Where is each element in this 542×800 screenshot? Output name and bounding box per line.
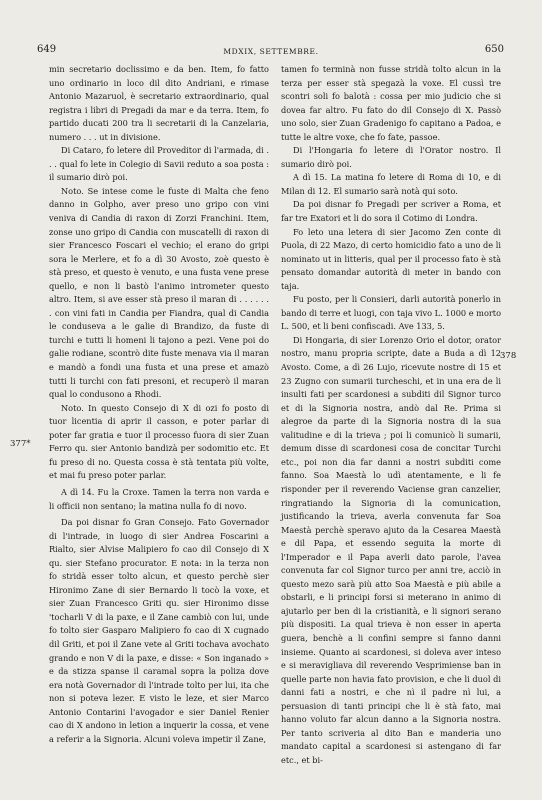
running-title: MDXIX, SETTEMBRE. bbox=[223, 47, 319, 56]
paragraph: Noto. Se intese come le fuste di Malta che feno danno in Golpho, aver preso uno gripo con vini veniva di Candia di raxon di Zorzi Franchini. Item, zonse uno gripo di Candia con muscatelli di raxon di sier Francesco Foscari el vechio; el erano do gripi sora le Merlere, et fo a dì 30 Avosto, zoè questo è stà preso, et questo è venuto, e una fusta vene prese quello, e non li bastò l'animo intrometer questo altro. Item, si ave esser stà preso il maran di . . . . . . . con vini fati in Candia per Fiandra, qual di Candia le conduseva a le galie di Brandizo, da fuste di turchi e tutti li homeni li tajono a pezi. Vene poi do galie rodiane, scontrò dite fuste menava via il maran e mandò a fondi una fusta et una prese et amazò tutti li turchi con fati presoni, et recuperò il maran qual lo condusono a Rhodi. bbox=[49, 185, 269, 400]
paragraph: A dì 14. Fu la Croxe. Tamen la terra non varda e li officii non sentano; la matina nulla fo di novo. bbox=[49, 486, 269, 511]
paragraph: Di Cataro, fo letere dil Proveditor di l'armada, di . . . qual fo lete in Colegio di Savii reduto a soa posta : il sumario dirò poi. bbox=[49, 145, 269, 183]
paragraph: min secretario doclissimo e da ben. Item, fo fatto uno ordinario in loco dil dito Andriani, e rimase Antonio Mazaruol, è secretario extraordinario, qual registra i libri di Pregadi da mar e da terra. Item, fo partido ducati 200 tra li secretarii di la Canzelaria, numero . . . ut in divisione. bbox=[49, 64, 269, 142]
left-column bbox=[49, 63, 269, 746]
paragraph: Da poi disnar fo Pregadi per scriver a Roma, et far tre Exatori et li do sora il Cotimo di Londra. bbox=[281, 199, 501, 224]
paragraph: Di l'Hongaria fo letere di l'Orator nostro. Il sumario dirò poi. bbox=[281, 145, 501, 169]
margin-number-right: 378 bbox=[500, 351, 517, 361]
paragraph: Fo leto una letera di sier Jacomo Zen conte di Puola, di 22 Mazo, di certo homicidio fato a uno de li nominato ut in litteris, qual per il processo fato è stà pensato domandar autorità di meter in bando con taja. bbox=[281, 226, 501, 291]
paragraph: Fu posto, per li Consieri, darli autorità ponerlo in bando di terre et luogi, con taja vivo L. 1000 e morto L. 500, et li beni confiscadi. Ave 133, 5. bbox=[281, 294, 502, 332]
right-column bbox=[281, 63, 501, 767]
page-number-left: 649 bbox=[37, 44, 57, 55]
paragraph: Noto. In questo Consejo di X di ozi fo posto di tuor licentia di aprir il casson, e poter parlar di poter far gratia e tuor il processo fuora di sier Zuan Ferro qu. sier Antonio bandizà per sodomitio etc. Et fu preso di no. Questa cossa è stà tentata più volte, et mai fu preso poter parlar. bbox=[49, 402, 269, 481]
paragraph: Da poi disnar fo Gran Consejo. Fato Governador di l'intrade, in luogo di sier Andrea Foscarini a Rialto, sier Alvise Malipiero fo cao dil Consejo di X qu. sier Stefano procurator. E nota: in la terza non fo stridà esser tolto alcun, et questo perchè sier Hironimo Zane di sier Bernardo li tocò la voxe, et sier Zuan Francesco Griti qu. sier Hironimo disse 'tocharli V di la paxe, e il Zane cambiò con lui, unde fo tolto sier Gasparo Malipiero fo cao di X cugnado dil Griti, et poi il Zane vete al Griti tochava avochato grando e non V di la paxe, e disse: « Son inganado » e da stizza spanse il caramal sopra la poliza dove era notà Governador di l'intrade tolto per lui, ita che non si poteva lezer. E visto le leze, et sier Marco Antonio Contarini l'avogador e sier Daniel Renier cao di X andono in letion a inquerir la cossa, et vene a referir a la Signoria. Alcuni voleva impetir il Zane, bbox=[49, 517, 269, 744]
page-number-right: 650 bbox=[484, 44, 504, 55]
paragraph: tamen fo terminà non fusse stridà tolto alcun in la terza per esser stà spegazà la voxe. El cussì tre scontri soli fo balotà : cossa per mio judicio che si dovea far altro. Fu fato do dil Consejo di X. Passò uno solo, sier Zuan Gradenigo fo capitano a Padoa, e tutte le altre voxe, che fo fate, passoe. bbox=[281, 64, 501, 142]
paragraph: A dì 15. La matina fo letere di Roma di 10, e di Milan di 12. El sumario sarà notà qui soto. bbox=[281, 172, 501, 196]
margin-number-left: 377* bbox=[10, 439, 31, 449]
paragraph: Di Hongaria, di sier Lorenzo Orio el dotor, orator nostro, manu propria scripte, date a Buda a dì 12 Avosto. Come, a dì 26 Lujo, ricevute nostre di 15 et 23 Zugno con sumarii turcheschi, et in una era de li insulti fati per scardonesi a subditi dil Signor turco et di la Signoria nostra, andò dal Re. Prima si alegroe da parte di la Signoria nostra di la sua valitudine e di la trieva ; poi li comunicò li sumarii, demum disse di scardonesi cosa de concitar Turchi etc., poi non dia far danni a nostri subditi come fanno. Soa Maestà lo udì atentamente, e li fe risponder per il reverendo Vaciense gran canzelier, ringratiando la Signoria di la comunication, justificando la trieva, averla convenuta far Soa Maestà perchè speravo ajuto da la Cesarea Maestà e dil Papa, et essendo seguita la morte di l'Imperador e il Papa averli dato parole, l'avea convenuta far col Signor turco per anni tre, acciò in questo mezo sarà più atto Soa Maestà e più abile a obstarli, e li principi forsi si meterano in animo di ajutarlo per ben di la cristianità, e li signori serano più dispositi. La qual trieva è non esser in aperta guera, benchè a li confini sempre si fanno danni insieme. Quanto ai scardonesi, si doleva aver inteso e si meravigliava dil reverendo Vesprimiense ban in quelle parte non havia fato provision, e che li duol di danni fati a nostri, e che nì il padre nì lui, a persuasion di tanti principi che li è stà fato, mai hanno voluto far alcun danno a la Signoria nostra. Per tanto scriveria al dito Ban e manderia uno mandato capital a scardonesi si astengano di far etc., et bi- bbox=[281, 334, 501, 765]
